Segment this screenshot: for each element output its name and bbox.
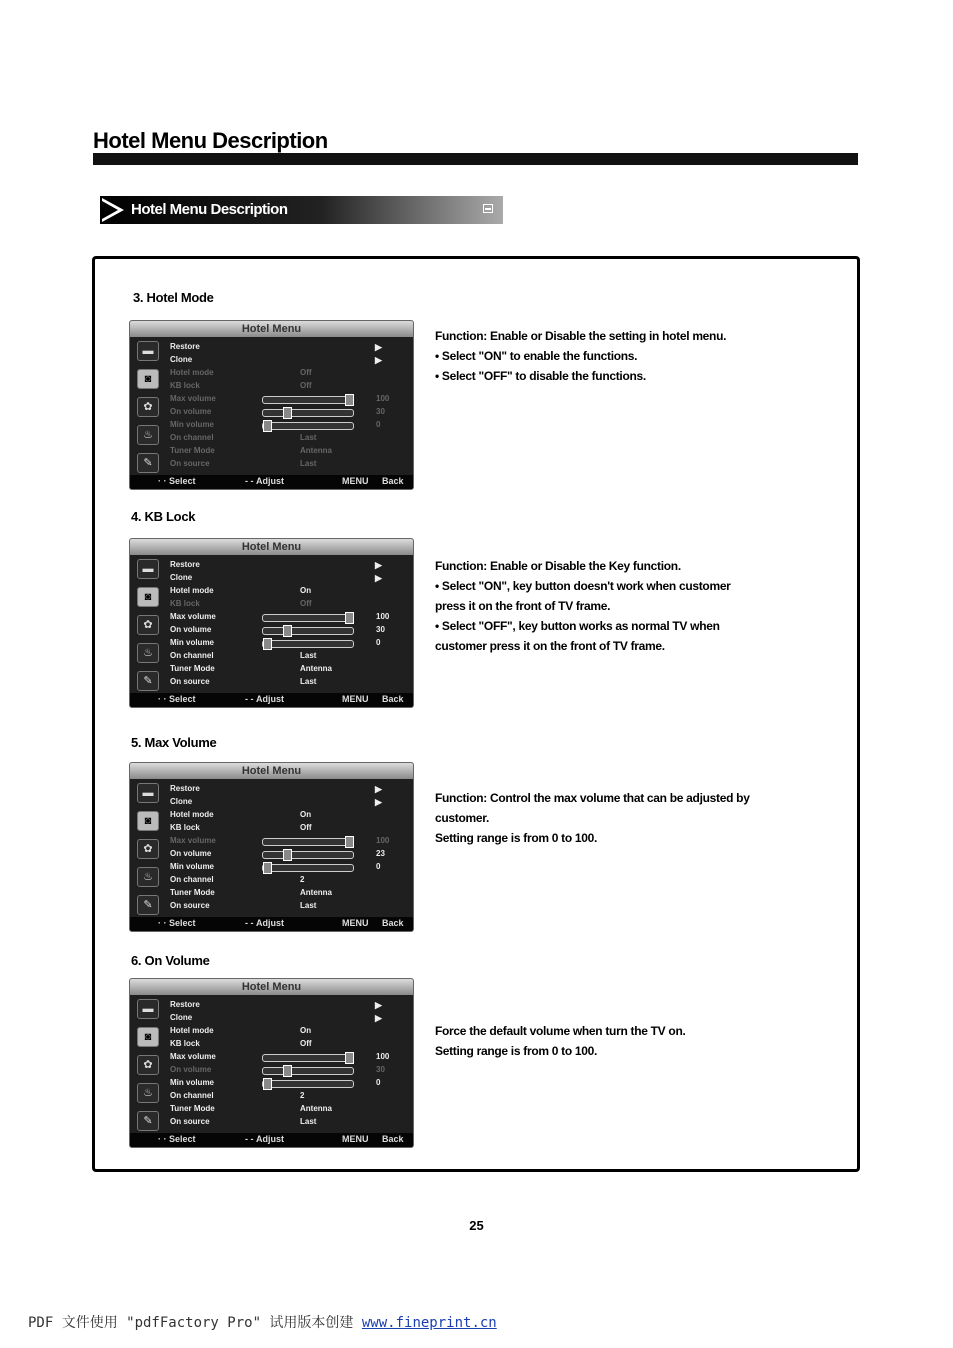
picture-icon: ▬ [137,559,159,579]
menu-row-value: Antenna [300,664,332,673]
slider-knob [283,625,292,637]
menu-row-label: Tuner Mode [170,664,215,673]
menu-row-value: Last [300,901,317,910]
menu-row-label: Restore [170,342,200,351]
volume-slider [262,422,354,430]
setup-icon: ✎ [137,453,159,473]
menu-row-value: On [300,1026,312,1035]
volume-slider [262,864,354,872]
menu-row-label: Min volume [170,1078,215,1087]
picture-icon: ▬ [137,999,159,1019]
menu-row-label: Max volume [170,394,216,403]
menu-row-label: Hotel mode [170,810,214,819]
menu-row [170,901,370,914]
slider-knob [345,612,354,624]
volume-slider [262,838,354,846]
menu-row [170,381,370,394]
menu-row-value: 23 [376,849,385,858]
section-description [435,556,835,656]
section-description [435,326,835,386]
menu-row-label: Clone [170,573,193,582]
menu-row [170,677,370,690]
menu-row-value: Antenna [300,888,332,897]
menu-title: Hotel Menu [130,321,413,337]
menu-row [170,862,381,875]
footer-link[interactable]: www.fineprint.cn [361,1315,497,1331]
menu-row [170,784,382,797]
description-line: customer. [435,811,489,825]
menu-row-value: Antenna [300,1104,332,1113]
setup-icon: ✎ [137,671,159,691]
menu-row-label: On channel [170,875,214,884]
description-line: Function: Enable or Disable the Key function. [435,559,681,573]
menu-row [170,664,370,677]
menu-row-value: 2 [300,875,305,884]
page-number: 25 [469,1218,484,1233]
menu-row-label: Tuner Mode [170,1104,215,1113]
menu-title: Hotel Menu [130,539,413,555]
slider-knob [263,862,272,874]
menu-footer [130,917,413,931]
arrow-right-icon: ▶ [375,784,382,794]
menu-row [170,612,390,625]
menu-row-value: On [300,586,312,595]
menu-row-value: Last [300,459,317,468]
settings-icon: ✿ [137,615,159,635]
menu-row [170,1000,382,1013]
title-rule [93,153,858,165]
slider-knob [283,407,292,419]
sound-icon: ♨ [137,425,159,445]
menu-row-value: Off [300,381,312,390]
settings-icon: ✿ [137,839,159,859]
menu-row-label: Max volume [170,836,216,845]
menu-row [170,1026,370,1039]
menu-title: Hotel Menu [130,979,413,995]
menu-row-label: KB lock [170,381,200,390]
menu-row [170,560,382,573]
menu-row-label: On channel [170,651,214,660]
description-line: • Select "ON", key button doesn't work when customer [435,579,731,593]
menu-row [170,586,370,599]
menu-hint: MENU [342,1134,369,1144]
description-line: Setting range is from 0 to 100. [435,831,598,845]
menu-row [170,1065,385,1078]
menu-row-value: Last [300,651,317,660]
adjust-hint: - - Adjust [245,1134,284,1144]
window-icon [483,204,493,213]
menu-row-value: 2 [300,1091,305,1100]
menu-row-label: On volume [170,407,212,416]
menu-row-value: Off [300,1039,312,1048]
select-hint: · · Select [158,476,196,486]
arrow-right-icon: ▶ [375,1013,382,1023]
footer-text: PDF 文件使用 "pdfFactory Pro" 试用版本创建 [28,1315,354,1331]
hotel-menu-screenshot [129,320,414,490]
description-line: Force the default volume when turn the TV on. [435,1024,686,1038]
sound-icon: ♨ [137,867,159,887]
select-hint: · · Select [158,1134,196,1144]
menu-row-label: Tuner Mode [170,446,215,455]
description-line: Function: Control the max volume that can be adjusted by [435,791,750,805]
slider-knob [263,638,272,650]
menu-hint: MENU [342,918,369,928]
menu-row-value: Off [300,823,312,832]
menu-row [170,1052,390,1065]
menu-row [170,1078,381,1091]
menu-footer [130,693,413,707]
adjust-hint: - - Adjust [245,918,284,928]
adjust-hint: - - Adjust [245,694,284,704]
slider-knob [345,836,354,848]
back-hint: Back [382,476,404,486]
menu-row-label: On volume [170,625,212,634]
menu-row-label: On volume [170,849,212,858]
menu-row-label: On source [170,901,210,910]
arrow-right-icon: ▶ [375,342,382,352]
menu-row [170,342,382,355]
menu-row-value: 0 [376,638,381,647]
back-hint: Back [382,694,404,704]
menu-row-label: KB lock [170,823,200,832]
menu-row-label: Max volume [170,612,216,621]
volume-slider [262,640,354,648]
menu-row-label: Max volume [170,1052,216,1061]
menu-row [170,638,381,651]
slider-knob [263,420,272,432]
volume-slider [262,396,354,404]
menu-row [170,355,382,368]
pdf-footer [28,1312,497,1332]
menu-row-value: 100 [376,612,390,621]
menu-row [170,823,370,836]
menu-row [170,394,390,407]
menu-footer [130,475,413,489]
menu-row-value: 100 [376,836,390,845]
slider-knob [263,1078,272,1090]
menu-row-value: Last [300,677,317,686]
tv-icon: ◙ [137,369,159,389]
menu-row-label: Restore [170,1000,200,1009]
menu-hint: MENU [342,476,369,486]
menu-row [170,459,370,472]
banner-text: Hotel Menu Description [131,201,288,218]
description-line: • Select "OFF" to disable the functions. [435,369,646,383]
description-line: Function: Enable or Disable the setting in hotel menu. [435,329,727,343]
menu-row-value: 30 [376,407,385,416]
back-hint: Back [382,1134,404,1144]
menu-row [170,446,370,459]
menu-row-label: Min volume [170,638,215,647]
section-banner [100,196,503,224]
section-title: 3. Hotel Mode [133,290,214,305]
volume-slider [262,851,354,859]
menu-row-value: 100 [376,1052,390,1061]
menu-row-label: Tuner Mode [170,888,215,897]
tv-icon: ◙ [137,587,159,607]
sound-icon: ♨ [137,643,159,663]
description-line: • Select "ON" to enable the functions. [435,349,638,363]
section-title: 4. KB Lock [131,509,196,524]
slider-knob [345,1052,354,1064]
section-title: 5. Max Volume [131,735,217,750]
settings-icon: ✿ [137,1055,159,1075]
volume-slider [262,627,354,635]
menu-row [170,875,370,888]
menu-row-label: On channel [170,433,214,442]
menu-hint: MENU [342,694,369,704]
menu-row-label: Hotel mode [170,368,214,377]
menu-row-label: Min volume [170,420,215,429]
slider-knob [283,849,292,861]
settings-icon: ✿ [137,397,159,417]
hotel-menu-screenshot [129,978,414,1148]
section-description [435,1021,835,1061]
arrow-right-icon: ▶ [375,573,382,583]
menu-row [170,1013,382,1026]
menu-row-value: Last [300,1117,317,1126]
menu-row [170,1039,370,1052]
menu-row-label: On source [170,1117,210,1126]
description-line: • Select "OFF", key button works as normal TV when [435,619,720,633]
select-hint: · · Select [158,694,196,704]
arrow-right-icon: ▶ [375,560,382,570]
menu-row-label: Clone [170,355,193,364]
adjust-hint: - - Adjust [245,476,284,486]
menu-row [170,651,370,664]
menu-row [170,407,385,420]
volume-slider [262,1054,354,1062]
menu-row-label: KB lock [170,1039,200,1048]
menu-row [170,625,385,638]
menu-row [170,368,370,381]
arrow-right-icon: ▶ [375,797,382,807]
menu-row-label: On source [170,677,210,686]
menu-row-value: 0 [376,1078,381,1087]
menu-row-label: Clone [170,797,193,806]
menu-row-value: On [300,810,312,819]
menu-row [170,1091,370,1104]
menu-row-label: KB lock [170,599,200,608]
arrow-right-icon: ▶ [375,1000,382,1010]
description-line: customer press it on the front of TV frame. [435,639,665,653]
menu-row-label: On channel [170,1091,214,1100]
sound-icon: ♨ [137,1083,159,1103]
menu-row-label: Restore [170,784,200,793]
menu-row-value: Off [300,368,312,377]
hotel-menu-screenshot [129,538,414,708]
volume-slider [262,1067,354,1075]
back-hint: Back [382,918,404,928]
slider-knob [345,394,354,406]
slider-knob [283,1065,292,1077]
menu-footer [130,1133,413,1147]
volume-slider [262,1080,354,1088]
menu-row [170,888,370,901]
menu-row [170,1104,370,1117]
menu-row [170,1117,370,1130]
menu-row [170,836,390,849]
menu-row [170,573,382,586]
setup-icon: ✎ [137,1111,159,1131]
menu-row-value: 0 [376,862,381,871]
menu-row [170,849,385,862]
menu-row-label: On source [170,459,210,468]
menu-row-label: Restore [170,560,200,569]
menu-row-value: 0 [376,420,381,429]
menu-row [170,420,381,433]
menu-row-label: Min volume [170,862,215,871]
menu-row [170,797,382,810]
picture-icon: ▬ [137,783,159,803]
tv-icon: ◙ [137,811,159,831]
select-hint: · · Select [158,918,196,928]
menu-title: Hotel Menu [130,763,413,779]
menu-row-value: 100 [376,394,390,403]
menu-row-value: 30 [376,625,385,634]
arrow-right-icon: ▶ [375,355,382,365]
volume-slider [262,409,354,417]
menu-row-value: Last [300,433,317,442]
picture-icon: ▬ [137,341,159,361]
menu-row-value: Off [300,599,312,608]
menu-row-value: Antenna [300,446,332,455]
section-description [435,788,835,848]
menu-row-label: Hotel mode [170,586,214,595]
menu-row [170,433,370,446]
tv-icon: ◙ [137,1027,159,1047]
hotel-menu-screenshot [129,762,414,932]
menu-row [170,599,370,612]
section-title: 6. On Volume [131,953,210,968]
menu-row-label: On volume [170,1065,212,1074]
volume-slider [262,614,354,622]
menu-row-label: Hotel mode [170,1026,214,1035]
menu-row-label: Clone [170,1013,193,1022]
menu-row [170,810,370,823]
description-line: press it on the front of TV frame. [435,599,611,613]
menu-row-value: 30 [376,1065,385,1074]
page-title: Hotel Menu Description [93,128,328,153]
setup-icon: ✎ [137,895,159,915]
description-line: Setting range is from 0 to 100. [435,1044,598,1058]
